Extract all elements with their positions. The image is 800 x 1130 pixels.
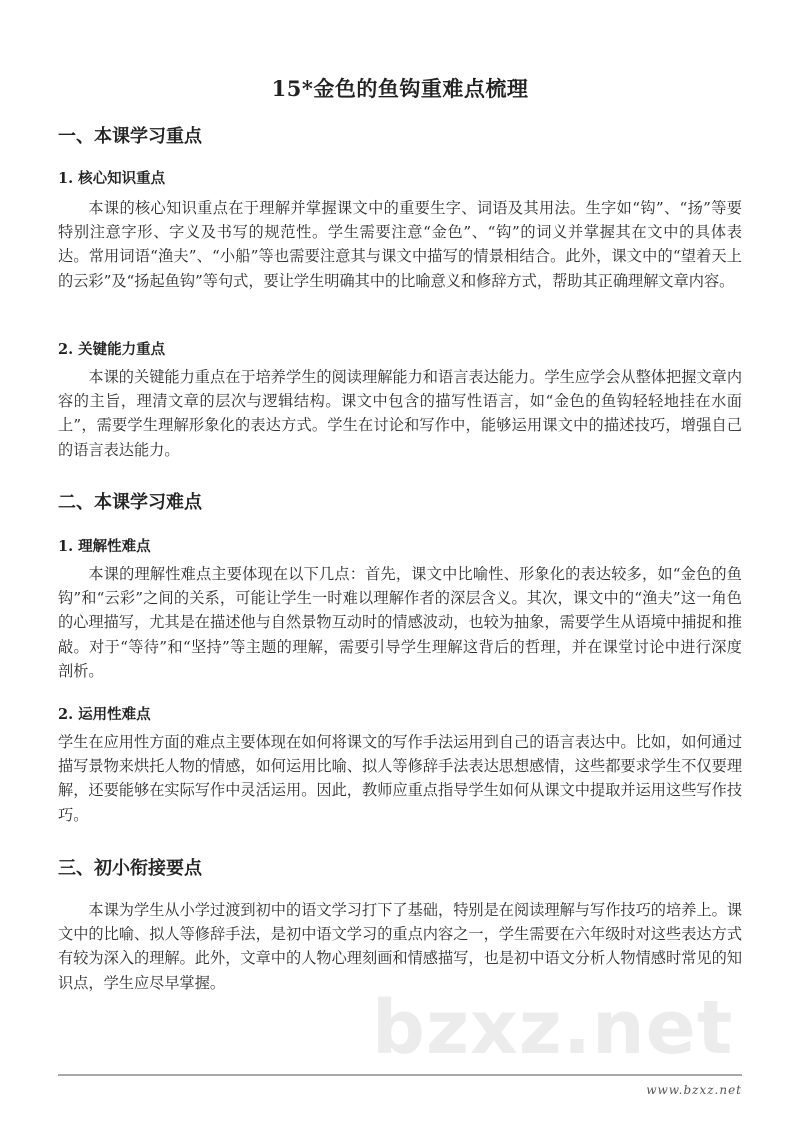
section-heading-2: 二、本课学习难点 bbox=[58, 492, 202, 513]
subsection-heading-1-2: 2. 关键能力重点 bbox=[58, 341, 166, 358]
section-heading-3: 三、初小衔接要点 bbox=[58, 858, 202, 879]
watermark: bzxz.net bbox=[372, 985, 734, 1071]
paragraph-2-2: 学生在应用性方面的难点主要体现在如何将课文的写作手法运用到自己的语言表达中。比如，如何通过描写景物来烘托人物的情感，如何运用比喻、拟人等修辞手法表达思想感情，这些都要求学生不仅要理解，还要能够在实际写作中灵活运用。因此，教师应重点指导学生如何从课文中提取并运用这些写作技巧。 bbox=[58, 733, 742, 824]
paragraph-3: 本课为学生从小学过渡到初中的语文学习打下了基础，特别是在阅读理解与写作技巧的培养上。课文中的比喻、拟人等修辞手法，是初中语文学习的重点内容之一，学生需要在六年级时对这些表达方式有较为深入的理解。此外，文章中的人物心理刻画和情感描写，也是初中语文分析人物情感时常见的知识点，学生应尽早掌握。 bbox=[58, 901, 742, 992]
section-heading-1: 一、本课学习重点 bbox=[58, 126, 202, 147]
subsection-heading-1-1: 1. 核心知识重点 bbox=[58, 170, 166, 187]
paragraph-1-1: 本课的核心知识重点在于理解并掌握课文中的重要生字、词语及其用法。生字如“钩”、“扬”等要特别注意字形、字义及书写的规范性。学生需要注意“金色”、“钩”的词义并掌握其在文中的具体表达。常用词语“渔夫”、“小船”等也需要注意其与课文中描写的情景相结合。此外，课文中的“望着天上的云彩”及“扬起鱼钩”等句式，要让学生明确其中的比喻意义和修辞方式，帮助其正确理解文章内容。 bbox=[58, 199, 742, 290]
footer-divider bbox=[58, 1074, 742, 1076]
page-title: 15*金色的鱼钩重难点梳理 bbox=[271, 76, 529, 101]
paragraph-1-2: 本课的关键能力重点在于培养学生的阅读理解能力和语言表达能力。学生应学会从整体把握文章内容的主旨，理清文章的层次与逻辑结构。课文中包含的描写性语言，如“金色的鱼钩轻轻地挂在水面上”，需要学生理解形象化的表达方式。学生在讨论和写作中，能够运用课文中的描述技巧，增强自己的语言表达能力。 bbox=[58, 368, 742, 459]
footer-url: www.bzxz.net bbox=[646, 1083, 742, 1097]
paragraph-2-1: 本课的理解性难点主要体现在以下几点：首先，课文中比喻性、形象化的表达较多，如“金色的鱼钩”和“云彩”之间的关系，可能让学生一时难以理解作者的深层含义。其次，课文中的“渔夫”这一角色的心理描写，尤其是在描述他与自然景物互动时的情感波动，也较为抽象，需要学生从语境中捕捉和推敲。对于“等待”和“坚持”等主题的理解，需要引导学生理解这背后的哲理，并在课堂讨论中进行深度剖析。 bbox=[58, 565, 742, 680]
subsection-heading-2-1: 1. 理解性难点 bbox=[58, 538, 151, 555]
subsection-heading-2-2: 2. 运用性难点 bbox=[58, 706, 151, 723]
